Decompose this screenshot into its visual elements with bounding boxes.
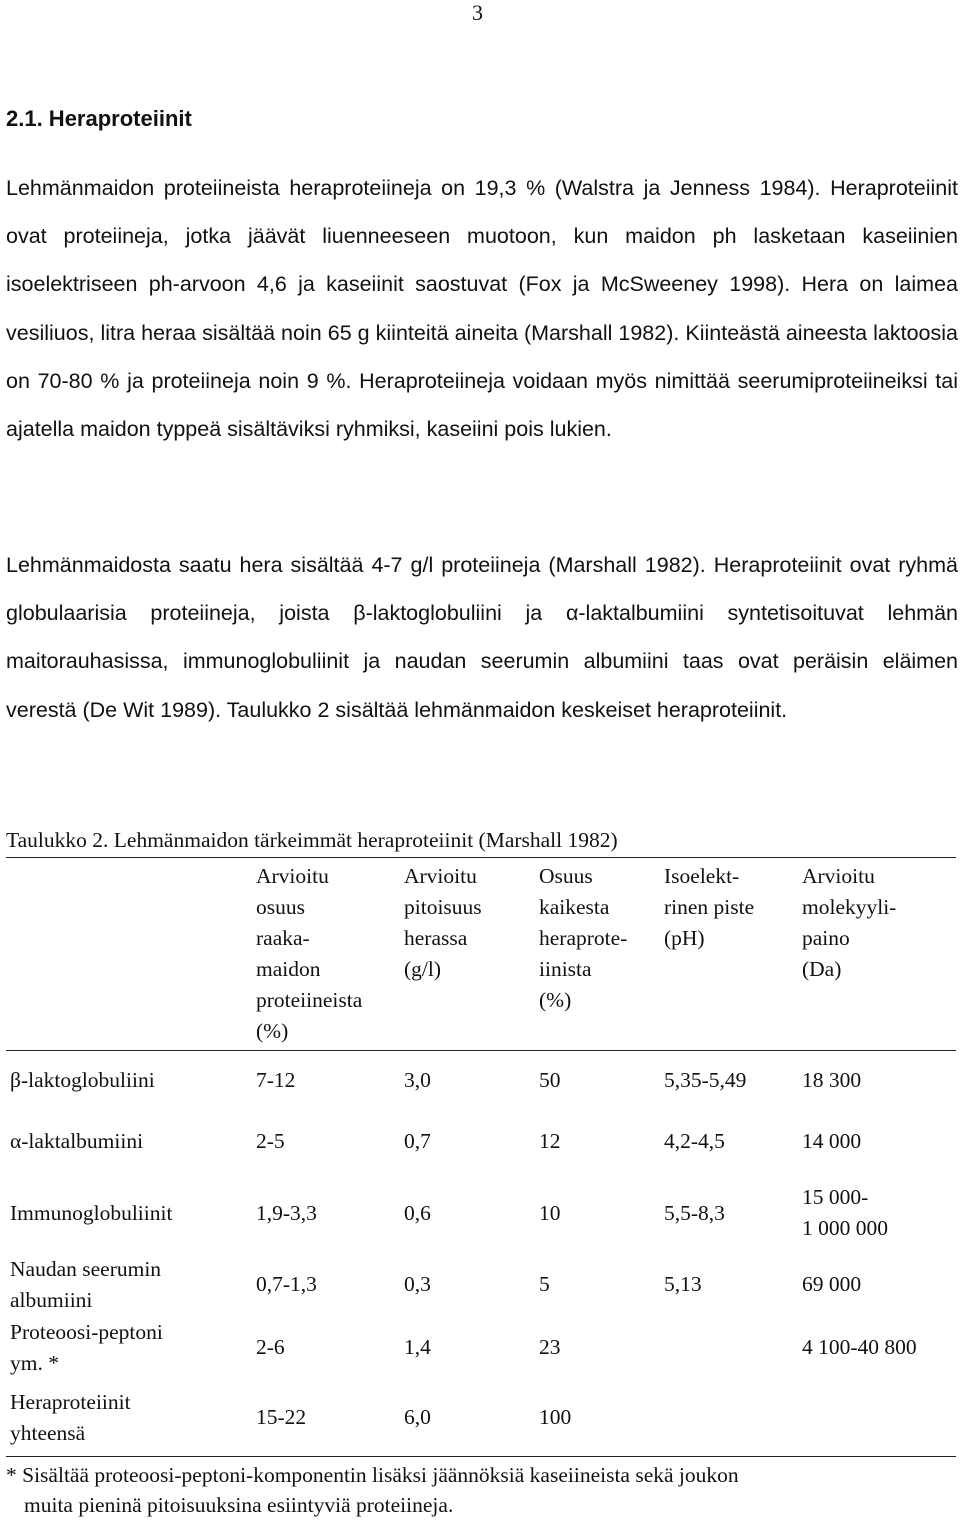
- header-line: (%): [256, 1019, 289, 1043]
- row-share: 15-22: [256, 1405, 307, 1429]
- row-share: 2-5: [256, 1129, 285, 1153]
- row-percent: 12: [539, 1129, 561, 1153]
- table-caption: Taulukko 2. Lehmänmaidon tärkeimmät heraproteiinit (Marshall 1982): [6, 828, 618, 852]
- header-line: iinista: [539, 957, 592, 981]
- row-concentration: 6,0: [404, 1405, 431, 1429]
- header-line: kaikesta: [539, 895, 610, 919]
- header-line: osuus: [256, 895, 305, 919]
- table-bottom-rule: [6, 1456, 956, 1457]
- column-header-share: [256, 861, 362, 1047]
- row-percent: 10: [539, 1201, 561, 1225]
- header-line: Arvioitu: [802, 864, 875, 888]
- row-name-line: ym. *: [10, 1351, 59, 1375]
- row-percent: 5: [539, 1272, 550, 1296]
- table-header-rule: [6, 1050, 956, 1051]
- header-line: (%): [539, 988, 572, 1012]
- column-header-concentration: [404, 861, 482, 985]
- row-share: 1,9-3,3: [256, 1201, 317, 1225]
- row-molecular-weight: 18 300: [802, 1068, 862, 1092]
- header-line: paino: [802, 926, 850, 950]
- header-line: pitoisuus: [404, 895, 482, 919]
- row-name: [10, 1317, 163, 1379]
- row-molecular-weight: 69 000: [802, 1272, 862, 1296]
- row-concentration: 1,4: [404, 1335, 431, 1359]
- row-name: α-laktalbumiini: [10, 1129, 144, 1153]
- header-line: (pH): [664, 926, 705, 950]
- row-molecular-weight: 4 100-40 800: [802, 1335, 917, 1359]
- row-share: 0,7-1,3: [256, 1272, 317, 1296]
- row-isoelectric-point: 5,5-8,3: [664, 1201, 725, 1225]
- header-line: herassa: [404, 926, 468, 950]
- header-line: heraprote-: [539, 926, 628, 950]
- column-header-isoelectric-point: [664, 861, 754, 954]
- footnote-line: muita pieninä pitoisuuksina esiintyviä proteiineja.: [24, 1493, 454, 1517]
- header-line: (g/l): [404, 957, 442, 981]
- row-name-line: Proteoosi-peptoni: [10, 1320, 163, 1344]
- row-percent: 100: [539, 1405, 572, 1429]
- row-isoelectric-point: 5,35-5,49: [664, 1068, 747, 1092]
- row-name-line: albumiini: [10, 1288, 93, 1312]
- row-name: β-laktoglobuliini: [10, 1068, 155, 1092]
- row-molecular-weight: [802, 1182, 888, 1244]
- row-isoelectric-point: 4,2-4,5: [664, 1129, 725, 1153]
- column-header-percent: [539, 861, 627, 1016]
- row-name-line: Heraproteiinit: [10, 1390, 131, 1414]
- header-line: Isoelekt-: [664, 864, 740, 888]
- page-number: 3: [472, 0, 483, 25]
- row-name-line: yhteensä: [10, 1421, 86, 1445]
- table-footnote: [6, 1460, 739, 1520]
- row-share: 7-12: [256, 1068, 296, 1092]
- row-molecular-weight: 14 000: [802, 1129, 862, 1153]
- header-line: molekyyli-: [802, 895, 897, 919]
- header-line: raaka-: [256, 926, 310, 950]
- row-name: Immunoglobuliinit: [10, 1201, 173, 1225]
- section-heading: 2.1. Heraproteiinit: [6, 106, 192, 131]
- row-name: [10, 1254, 161, 1316]
- row-molecular-weight-line: 15 000-: [802, 1185, 869, 1209]
- row-name-line: Naudan seerumin: [10, 1257, 162, 1281]
- row-concentration: 0,6: [404, 1201, 431, 1225]
- header-line: Osuus: [539, 864, 593, 888]
- paragraph-2: Lehmänmaidosta saatu hera sisältää 4-7 g/l proteiineja (Marshall 1982). Heraproteiinit ovat ryhmä globulaarisia proteiineja, joista β-laktoglobuliini ja α-laktalbumiini syntetisoituvat lehmän maitorauhasissa, immunoglobuliinit ja naudan seerumin albumiini taas ovat peräisin eläimen verestä (De Wit 1989). Taulukko 2 sisältää lehmänmaidon keskeiset heraproteiinit.: [6, 553, 958, 722]
- row-isoelectric-point: 5,13: [664, 1272, 702, 1296]
- row-percent: 23: [539, 1335, 561, 1359]
- header-line: proteiineista: [256, 988, 363, 1012]
- row-concentration: 0,7: [404, 1129, 431, 1153]
- header-line: (Da): [802, 957, 842, 981]
- table-top-rule: [6, 857, 956, 858]
- header-line: rinen piste: [664, 895, 755, 919]
- row-name: [10, 1387, 131, 1449]
- header-line: Arvioitu: [404, 864, 477, 888]
- header-line: Arvioitu: [256, 864, 329, 888]
- header-line: maidon: [256, 957, 321, 981]
- row-molecular-weight-line: 1 000 000: [802, 1216, 888, 1240]
- row-concentration: 3,0: [404, 1068, 431, 1092]
- paragraph-1: Lehmänmaidon proteiineista heraproteiineja on 19,3 % (Walstra ja Jenness 1984). Heraproteiinit ovat proteiineja, jotka jäävät liuenneeseen muotoon, kun maidon ph lasketaan kaseiinien isoelektriseen ph-arvoon 4,6 ja kaseiinit saostuvat (Fox ja McSweeney 1998). Hera on laimea vesiliuos, litra heraa sisältää noin 65 g kiinteitä aineita (Marshall 1982). Kiinteästä aineesta laktoosia on 70-80 % ja proteiineja noin 9 %. Heraproteiineja voidaan myös nimittää seerumiproteiineiksi tai ajatella maidon typpeä sisältäviksi ryhmiksi, kaseiini pois lukien.: [6, 176, 958, 442]
- row-concentration: 0,3: [404, 1272, 431, 1296]
- row-percent: 50: [539, 1068, 561, 1092]
- footnote-line: * Sisältää proteoosi-peptoni-komponentin lisäksi jäännöksiä kaseiineista sekä joukon: [6, 1463, 739, 1487]
- row-share: 2-6: [256, 1335, 285, 1359]
- column-header-molecular-weight: [802, 861, 896, 985]
